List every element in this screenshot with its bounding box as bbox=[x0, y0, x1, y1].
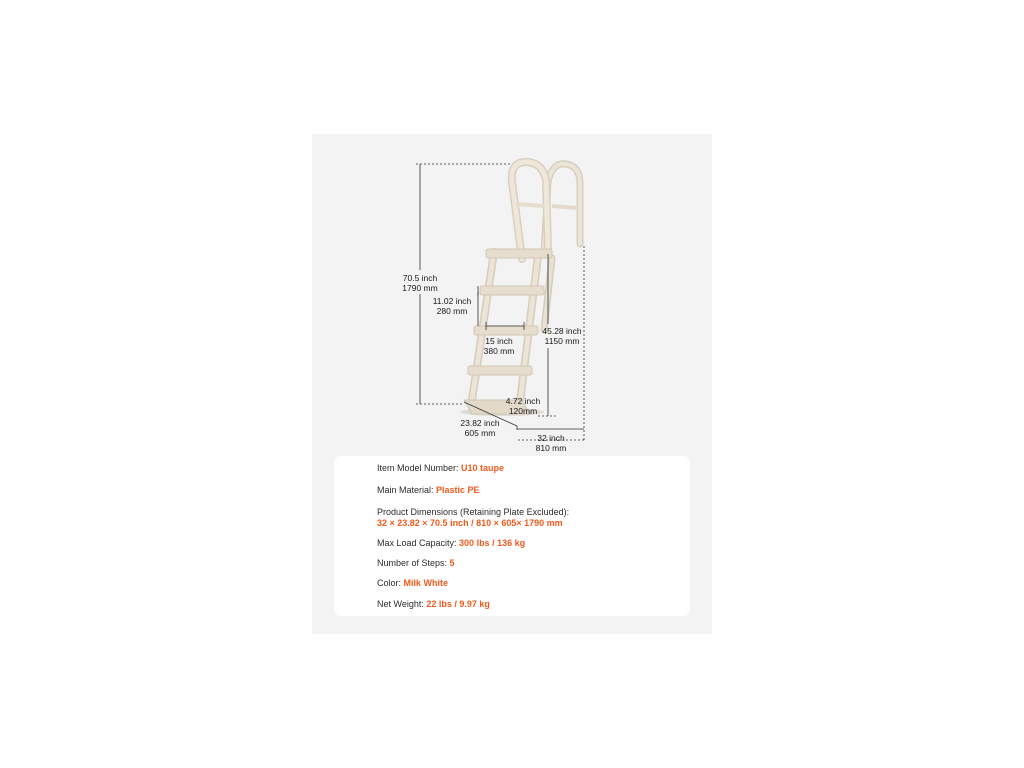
step-spacing-label: 11.02 inch 280 mm bbox=[432, 296, 472, 316]
spec-weight-value: 22 lbs / 9.97 kg bbox=[426, 599, 490, 609]
spec-weight-label: Net Weight: bbox=[377, 599, 427, 609]
spec-weight bbox=[377, 599, 490, 610]
spec-color bbox=[377, 578, 448, 589]
spec-steps-value: 5 bbox=[449, 558, 455, 568]
spec-dimensions bbox=[377, 507, 569, 529]
spec-dimensions-value: 32 × 23.82 × 70.5 inch / 810 × 605× 1790 mm bbox=[377, 518, 563, 528]
handrail-drop-label: 45.28 inch 1150 mm bbox=[542, 326, 582, 346]
spec-model bbox=[377, 463, 504, 474]
spec-material bbox=[377, 485, 480, 496]
spec-load-label: Max Load Capacity: bbox=[377, 538, 460, 548]
overall-width-label: 32 inch 810 mm bbox=[535, 433, 567, 453]
base-depth-label: 23.82 inch 605 mm bbox=[460, 418, 500, 438]
step-width-label: 15 inch 380 mm bbox=[483, 336, 515, 356]
spec-color-label: Color: bbox=[377, 578, 404, 588]
spec-color-value: Milk White bbox=[403, 578, 449, 588]
spec-model-value: U10 taupe bbox=[461, 463, 505, 473]
product-card bbox=[312, 134, 712, 634]
spec-model-label: Item Model Number: bbox=[377, 463, 462, 473]
height-total-label: 70.5 inch 1790 mm bbox=[402, 273, 438, 293]
spec-load-value: 300 lbs / 136 kg bbox=[459, 538, 526, 548]
spec-dimensions-label: Product Dimensions (Retaining Plate Excluded): bbox=[377, 507, 570, 517]
specifications-panel bbox=[334, 456, 690, 616]
spec-load bbox=[377, 538, 525, 549]
spec-material-value: Plastic PE bbox=[436, 485, 480, 495]
spec-steps bbox=[377, 558, 455, 569]
spec-material-label: Main Material: bbox=[377, 485, 437, 495]
spec-steps-label: Number of Steps: bbox=[377, 558, 450, 568]
foot-height-label: 4.72 inch 120mm bbox=[505, 396, 541, 416]
